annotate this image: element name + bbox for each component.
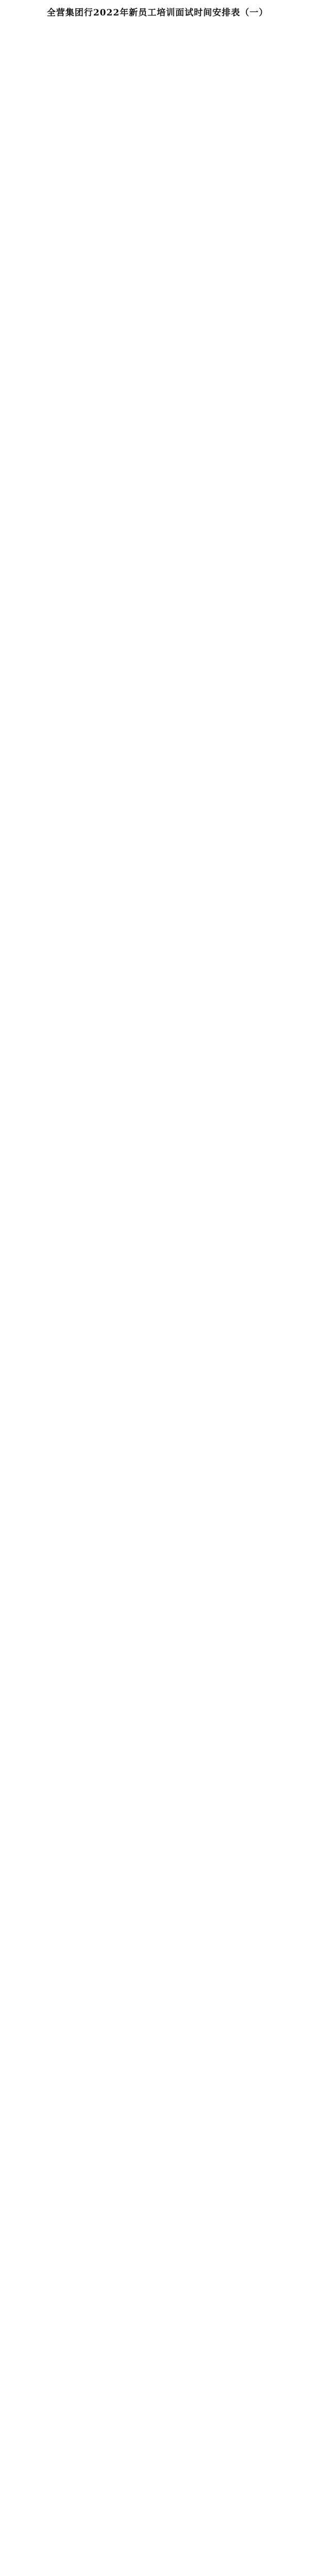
schedule-document — [0, 0, 315, 28]
document-title: 全营集团行2022年新员工培训面试时间安排表（一） — [46, 8, 269, 18]
